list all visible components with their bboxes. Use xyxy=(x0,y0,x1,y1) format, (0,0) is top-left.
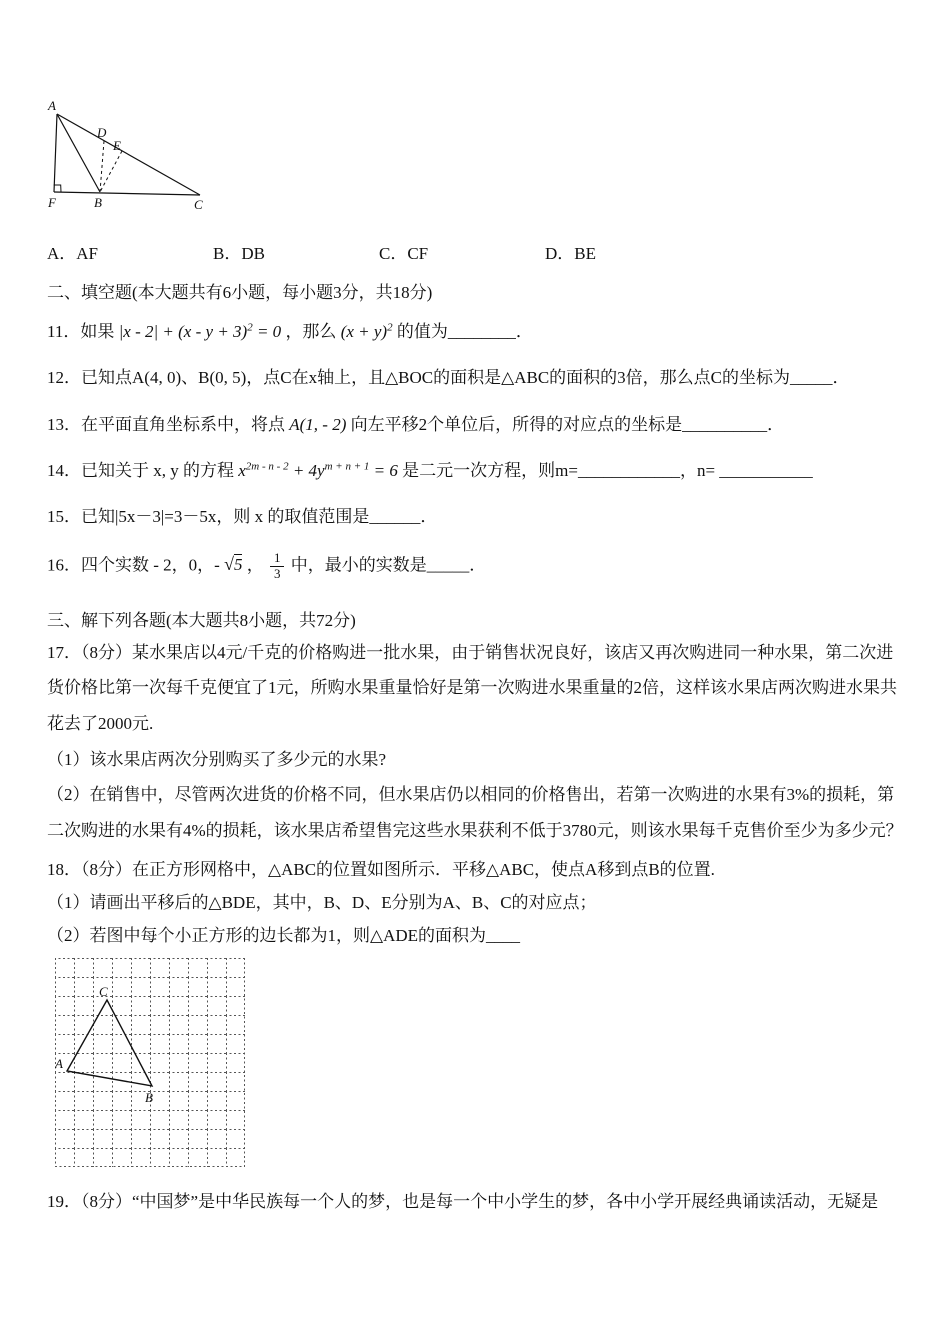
q11-suffix: 的值为________． xyxy=(396,322,533,341)
section2-title: 二、填空题(本大题共有6小题，每小题3分，共18分) xyxy=(47,283,433,302)
dotted-grid xyxy=(55,958,245,1167)
grid-figure-svg xyxy=(55,958,245,1170)
q11-mid: ，那么 xyxy=(285,322,337,341)
question-15: 15．已知|5x－3|=3－5x，则 x 的取值范围是______． xyxy=(47,507,438,527)
q16-suffix: 中，最小的实数是_____． xyxy=(290,555,487,575)
section3-title: 三、解下列各题(本大题共8小题，共72分) xyxy=(47,610,356,630)
question-12: 12．已知点A(4, 0)、B(0, 5)，点C在x轴上，且△BOC的面积是△ABC的面积的3倍，那么点C的坐标为_____． xyxy=(47,368,850,388)
option-a: A．AF xyxy=(47,244,99,263)
point-label-A: A xyxy=(48,100,56,113)
triangle-figure-svg xyxy=(47,100,217,212)
sqrt-icon: √ xyxy=(224,554,234,575)
segment-DB-dashed xyxy=(100,141,104,192)
grid-figure xyxy=(55,958,903,1175)
point-label-C: C xyxy=(194,197,203,212)
grid-point-label-A: A xyxy=(55,1056,63,1072)
point-label-B: B xyxy=(94,195,102,210)
question-19: 19．（8分）“中国梦”是中华民族每一个人的梦，也是每一个中小学生的梦，各中小学开展经典诵读活动，无疑是 xyxy=(47,1192,879,1212)
question-11 xyxy=(47,319,903,345)
segment-BE-dashed xyxy=(100,151,122,192)
question-14 xyxy=(47,458,903,484)
question-17 xyxy=(47,635,903,849)
option-b: B．DB xyxy=(213,244,265,263)
q14-prefix: 14．已知关于 x, y 的方程 xyxy=(47,461,234,481)
q18-line-2: （1）请画出平移后的△BDE，其中，B、D、E分别为A、B、C的对应点； xyxy=(47,892,597,912)
q18-line-1: 18．（8分）在正方形网格中，△ABC的位置如图所示．平移△ABC，使点A移到点B的位置. xyxy=(47,859,715,879)
q14-formula: $x^{2m - n - 2} + 4y^{m + n + 1} = 6$ xyxy=(238,460,398,481)
q17-line-6: 二次购进的水果有4%的损耗，该水果店希望售完这些水果获利不低于3780元，则该水果每千克售价至少为多少元？ xyxy=(47,821,903,841)
point-label-F: F xyxy=(48,195,56,210)
segment-AC xyxy=(57,114,200,195)
question-18 xyxy=(47,853,903,952)
question-13 xyxy=(47,412,903,438)
q11-formula-2: $(x + y)^2$ xyxy=(340,321,393,341)
q13-prefix: 13．在平面直角坐标系中，将点 xyxy=(47,414,285,434)
q13-formula: A(1, - 2) xyxy=(289,414,347,434)
q17-line-4: （1）该水果店两次分别购买了多少元的水果? xyxy=(47,749,387,769)
q17-line-5: （2）在销售中，尽管两次进货的价格不同，但水果店仍以相同的价格售出，若第一次购进的水果有3%的损耗，第 xyxy=(47,785,895,805)
point-label-D: D xyxy=(97,125,107,140)
q13-suffix: 向左平移2个单位后，所得的对应点的坐标是__________． xyxy=(350,414,785,434)
fraction-one-third: $\frac{1}{3}$ xyxy=(270,551,285,582)
q17-line-1: 17．（8分）某水果店以4元/千克的价格购进一批水果，由于销售状况良好，该店又再次购进同一种水果，第二次进 xyxy=(47,642,894,662)
triangle-figure xyxy=(47,100,903,217)
option-c: C．CF xyxy=(379,244,429,263)
option-d: D．BE xyxy=(545,244,596,263)
q16-prefix: 16．四个实数 - 2，0，- xyxy=(47,555,225,575)
segment-AF xyxy=(54,114,57,192)
q18-line-3: （2）若图中每个小正方形的边长都为1，则△ADE的面积为____ xyxy=(47,926,521,945)
segment-FC xyxy=(54,192,200,195)
grid-point-label-C: C xyxy=(99,984,108,1000)
choice-options-row xyxy=(47,239,903,264)
sqrt-expression: √5 xyxy=(224,554,243,575)
q14-suffix: 是二元一次方程，则m=____________，n= ___________ xyxy=(402,461,813,481)
q11-formula-1: $|x - 2| + (x - y + 3)^2 = 0$ xyxy=(118,321,282,341)
grid-point-label-B: B xyxy=(145,1090,153,1106)
q16-comma: ， xyxy=(246,555,264,575)
point-label-E: E xyxy=(113,138,121,153)
q11-prefix: 11．如果 xyxy=(47,322,115,341)
question-16 xyxy=(47,551,903,582)
q17-line-2: 货价格比第一次每千克便宜了1元，所购水果重量恰好是第一次购进水果重量的2倍，这样该水果店两次购进水果共 xyxy=(47,678,897,698)
q17-line-3: 花去了2000元. xyxy=(47,713,154,733)
